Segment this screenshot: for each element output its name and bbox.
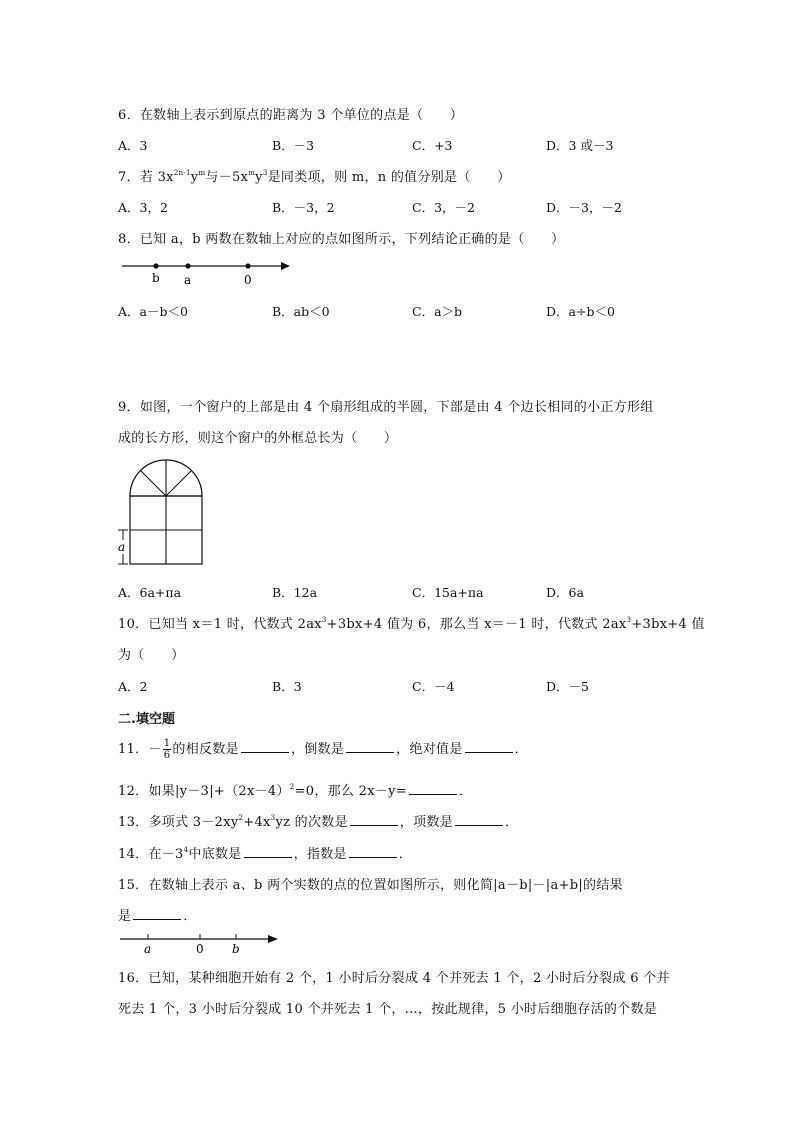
q8-option-d: D．a÷b＜0 — [546, 304, 615, 319]
q6-option-b: B．－3 — [272, 138, 315, 153]
q8-point-b — [153, 263, 158, 268]
question-10-stem-line1: 10．已知当 x＝1 时，代数式 $2ax^3+3bx+4$ 值为 6，那么当 x＝－1 时，代数式 $2ax^3+3bx+4$ 值 — [118, 616, 705, 632]
q8-label-0: 0 — [244, 273, 252, 287]
question-9-stem-line1: 9．如图，一个窗户的上部是由 4 个扇形组成的半圆，下部是由 4 个边长相同的小正方形组 — [118, 400, 654, 415]
question-15-line2: 是 ． — [118, 909, 197, 924]
q6-option-d: D．3 或－3 — [546, 138, 614, 153]
question-16-line2: 死去 1 个，3 小时后分裂成 10 个并死去 1 个，…，按此规律，5 小时后细胞存活的个数是 — [118, 1002, 658, 1017]
q11-blank-2[interactable] — [346, 751, 394, 753]
q12-blank[interactable] — [409, 793, 457, 795]
question-12: 12．如果$|y-3|+(2x-4)^2=0$，那么 2x－y= ． — [118, 783, 473, 799]
q15-axis-arrow — [268, 935, 278, 943]
q8-option-a: A．a－b＜0 — [118, 304, 188, 319]
q15-blank[interactable] — [133, 918, 181, 920]
q15-label-a: a — [144, 942, 152, 956]
q10-option-b: B．3 — [272, 679, 302, 694]
q6-option-a: A．3 — [118, 138, 148, 153]
question-11: 11．－ $\frac{1}{6}$ 的相反数是 ，倒数是 ，绝对值是 ． — [118, 738, 528, 761]
q9-dimension-label: a — [118, 540, 126, 554]
q11-fraction: $\frac{1}{6}$ — [163, 738, 171, 761]
q14-blank-2[interactable] — [349, 856, 397, 858]
q11-blank-3[interactable] — [465, 751, 513, 753]
question-9-stem-line2: 成的长方形，则这个窗户的外框总长为（ ） — [118, 431, 398, 446]
question-13: 13．多项式 $3-2xy^2+4x^3yz$ 的次数是 ，项数是 ． — [118, 814, 519, 830]
question-14: 14．在$-3^4$中底数是 ，指数是 ． — [118, 846, 413, 862]
q9-window-figure — [114, 456, 206, 568]
q7-option-b: B．－3，2 — [272, 200, 335, 215]
q8-label-b: b — [152, 271, 160, 285]
q6-option-c: C．+3 — [412, 138, 453, 153]
question-16-line1: 16．已知，某种细胞开始有 2 个，1 小时后分裂成 4 个并死去 1 个，2 小时后分裂成 6 个并 — [118, 971, 670, 986]
q10-option-c: C．－4 — [412, 679, 455, 694]
q9-option-b: B．12a — [272, 585, 318, 600]
q13-blank-1[interactable] — [350, 824, 398, 826]
q7-option-a: A．3，2 — [118, 200, 168, 215]
q8-label-a: a — [184, 273, 192, 287]
question-8-stem: 8．已知 a，b 两数在数轴上对应的点如图所示，下列结论正确的是（ ） — [118, 232, 565, 247]
q7-option-c: C．3，－2 — [412, 200, 475, 215]
q9-option-d: D．6a — [546, 585, 584, 600]
q10-option-d: D．－5 — [546, 679, 589, 694]
q15-label-b: b — [232, 942, 240, 956]
q10-option-a: A．2 — [118, 679, 148, 694]
q8-number-line — [118, 255, 298, 287]
q8-point-a — [185, 263, 190, 268]
q9-option-c: C．15a+πa — [412, 585, 484, 600]
q8-option-b: B．ab＜0 — [272, 304, 330, 319]
section-title-fill-in: 二.填空题 — [118, 712, 175, 727]
q14-blank-1[interactable] — [244, 856, 292, 858]
q15-label-0: 0 — [196, 942, 204, 956]
q8-point-0 — [245, 263, 250, 268]
question-15-line1: 15．在数轴上表示 a、b 两个实数的点的位置如图所示，则化简|a－b|－|a+b|的结果 — [118, 878, 623, 893]
q15-number-line — [118, 930, 286, 958]
q13-blank-2[interactable] — [455, 824, 503, 826]
q7-option-d: D．－3，－2 — [546, 200, 622, 215]
q9-option-a: A．6a+πa — [118, 585, 182, 600]
q11-blank-1[interactable] — [241, 751, 289, 753]
question-7-stem: 7．若 $3x^{2n-1}y^m$与$-5x^my^3$是同类项，则 m，n 的值分别是（ ） — [118, 169, 511, 185]
q8-axis-arrow — [281, 262, 290, 270]
q8-option-c: C．a＞b — [412, 304, 463, 319]
question-6-stem: 6．在数轴上表示到原点的距离为 3 个单位的点是（ ） — [118, 108, 464, 123]
question-10-stem-line2: 为（ ） — [118, 648, 185, 663]
